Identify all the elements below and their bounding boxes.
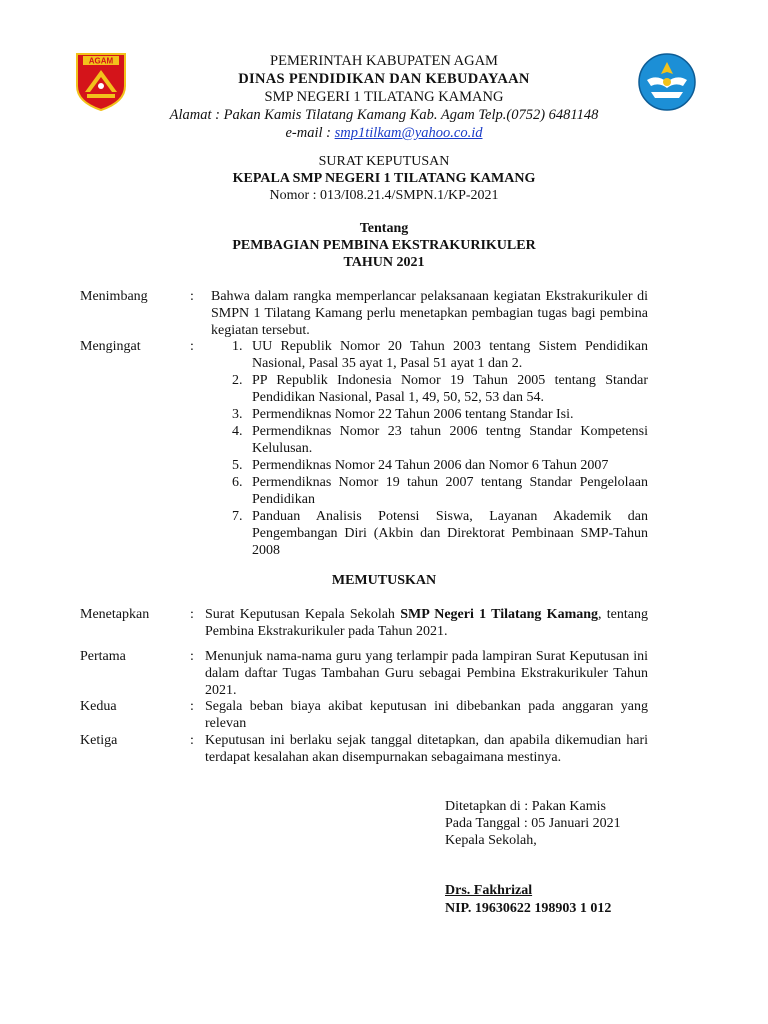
letterhead-government: PEMERINTAH KABUPATEN AGAM <box>270 53 498 69</box>
letterhead-school: SMP NEGERI 1 TILATANG KAMANG <box>264 89 504 105</box>
ketiga-colon: : <box>190 733 194 748</box>
letterhead-address: Alamat : Pakan Kamis Tilatang Kamang Kab. Agam Telp.(0752) 6481148 <box>169 107 599 123</box>
signature-position: Kepala Sekolah, <box>445 833 537 848</box>
pertama-label: Pertama <box>80 649 126 664</box>
email-label: e-mail : <box>285 125 335 141</box>
list-item: 7. Panduan Analisis Potensi Siswa, Layanan Akademik dan Pengembangan Diri (Akbin dan Direktorat Pembinaan SMP-Tahun 2008 <box>232 509 648 558</box>
pertama-text: Menunjuk nama-nama guru yang terlampir pada lampiran Surat Keputusan ini dalam daftar Tugas Tambahan Guru sebagai Pembina Ekstrakurikuler Tahun 2021. <box>205 649 648 698</box>
list-item: 1. UU Republik Nomor 20 Tahun 2003 tentang Sistem Pendidikan Nasional, Pasal 35 ayat 1, Pasal 51 ayat 1 dan 2. <box>232 339 648 371</box>
kedua-text: Segala beban biaya akibat keputusan ini dibebankan pada anggaran yang relevan <box>205 699 648 731</box>
signer-nip: NIP. 19630622 198903 1 012 <box>445 901 612 916</box>
decree-title-line2: KEPALA SMP NEGERI 1 TILATANG KAMANG <box>232 171 536 186</box>
signer <box>445 882 611 918</box>
menimbang-colon: : <box>190 289 194 304</box>
tut-wuri-handayani-logo-icon <box>637 52 697 112</box>
menetapkan-text: Surat Keputusan Kepala Sekolah SMP Negeri 1 Tilatang Kamang, tentang Pembina Ekstrakurikuler pada Tahun 2021. <box>205 607 648 639</box>
menimbang-label: Menimbang <box>80 289 148 304</box>
letterhead-department: DINAS PENDIDIKAN DAN KEBUDAYAAN <box>238 71 530 87</box>
kedua-label: Kedua <box>80 699 117 714</box>
subject-line2: TAHUN 2021 <box>343 255 425 270</box>
letterhead-email-line <box>140 124 628 142</box>
memutuskan-heading: MEMUTUSKAN <box>331 573 437 588</box>
signature-place: Ditetapkan di : Pakan Kamis <box>445 799 606 814</box>
decree-title <box>0 153 768 204</box>
letterhead <box>140 52 628 142</box>
decree-subject <box>0 220 768 271</box>
email-link[interactable]: smp1tilkam@yahoo.co.id <box>334 125 483 141</box>
kedua-colon: : <box>190 699 194 714</box>
signer-name: Drs. Fakhrizal <box>445 883 533 898</box>
agam-logo-text: AGAM <box>88 56 114 66</box>
subject-line1: PEMBAGIAN PEMBINA EKSTRAKURIKULER <box>232 238 536 253</box>
signature-date: Pada Tanggal : 05 Januari 2021 <box>445 816 621 831</box>
list-item: 6. Permendiknas Nomor 19 tahun 2007 tentang Standar Pengelolaan Pendidikan <box>232 475 648 507</box>
list-item: 2. PP Republik Indonesia Nomor 19 Tahun 2005 tentang Standar Pendidikan Nasional, Pasal 1, 49, 50, 52, 53 dan 54. <box>232 373 648 405</box>
agam-regency-logo-icon <box>75 52 127 112</box>
list-item: 5. Permendiknas Nomor 24 Tahun 2006 dan Nomor 6 Tahun 2007 <box>232 458 609 473</box>
mengingat-colon: : <box>190 339 194 354</box>
list-item: 3. Permendiknas Nomor 22 Tahun 2006 tentang Standar Isi. <box>232 407 574 422</box>
menimbang-text: Bahwa dalam rangka memperlancar pelaksanaan kegiatan Ekstrakurikuler di SMPN 1 Tilatang Kamang perlu menetapkan pembagian tugas bagi pembina kegiatan tersebut. <box>211 289 648 338</box>
ketiga-text: Keputusan ini berlaku sejak tanggal ditetapkan, dan apabila dikemudian hari terdapat kesalahan akan disempurnakan sebagaimana mestinya. <box>205 733 648 765</box>
decree-number: Nomor : 013/I08.21.4/SMPN.1/KP-2021 <box>269 188 499 203</box>
decree-title-line1: SURAT KEPUTUSAN <box>318 154 450 169</box>
signature-block <box>445 798 621 849</box>
menetapkan-colon: : <box>190 607 194 622</box>
subject-tentang: Tentang <box>359 221 409 236</box>
pertama-colon: : <box>190 649 194 664</box>
mengingat-list <box>232 338 648 559</box>
menetapkan-label: Menetapkan <box>80 607 150 622</box>
ketiga-label: Ketiga <box>80 733 118 748</box>
school-name-bold: SMP Negeri 1 Tilatang Kamang <box>400 607 599 622</box>
mengingat-label: Mengingat <box>80 339 141 354</box>
list-item: 4. Permendiknas Nomor 23 tahun 2006 tentng Standar Kompetensi Kelulusan. <box>232 424 648 456</box>
